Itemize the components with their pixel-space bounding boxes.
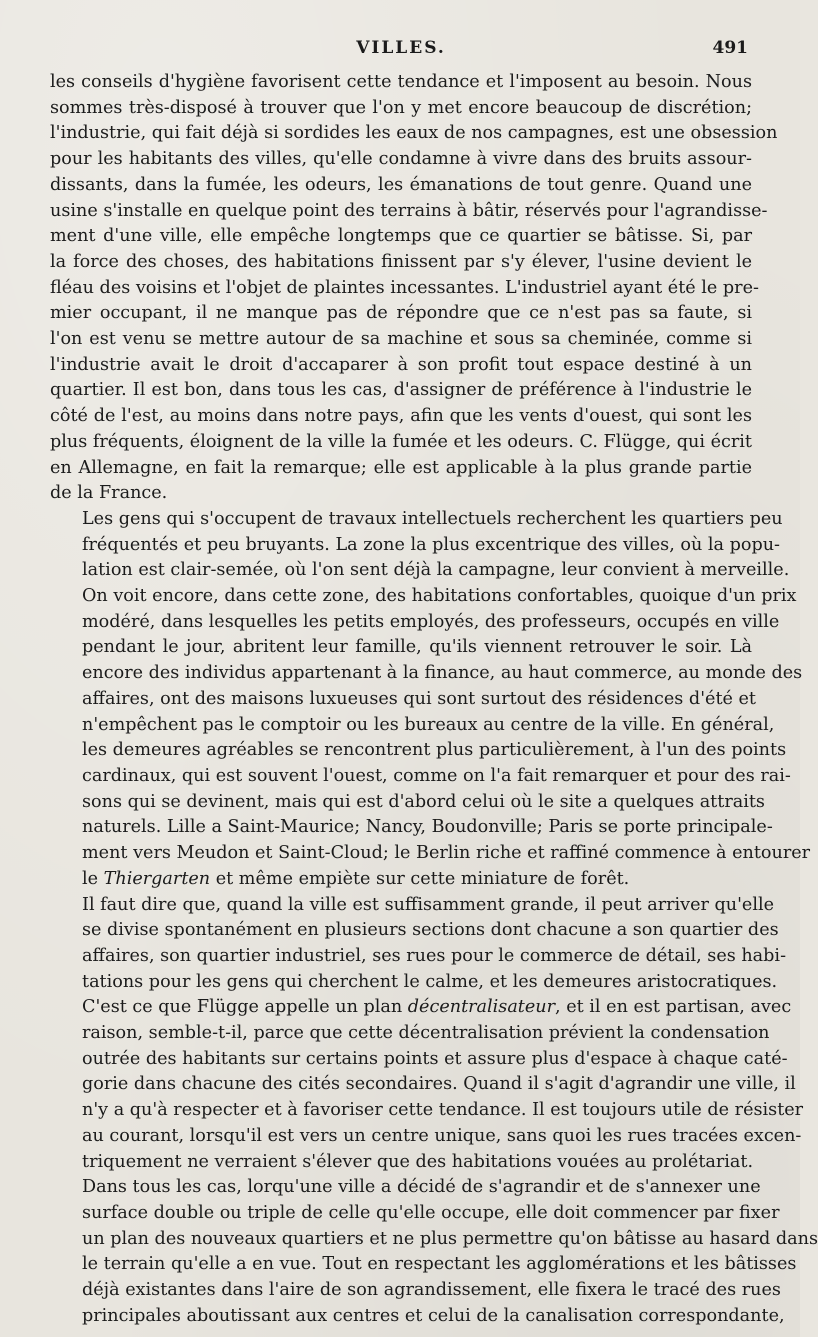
text-line: de la France. <box>50 483 168 504</box>
paragraph <box>50 893 804 1176</box>
text-line: naturels. Lille a Saint-Maurice; Nancy, Boudonville; Paris se porte principale- <box>82 817 773 838</box>
text-line: ment d'une ville, elle empêche longtemps que ce quartier se bâtisse. Si, par <box>50 226 752 247</box>
text-line: le Thiergarten et même empiète sur cette miniature de forêt. <box>82 868 630 889</box>
text-line: modéré, dans lesquelles les petits employés, des professeurs, occupés en ville <box>82 611 780 632</box>
text-line: Il faut dire que, quand la ville est suffisamment grande, il peut arriver qu'elle <box>82 894 775 915</box>
text-line: principales aboutissant aux centres et celui de la canalisation correspondante, <box>82 1305 785 1326</box>
text-line: l'on est venu se mettre autour de sa machine et sous sa cheminée, comme si <box>50 329 752 350</box>
paragraph <box>50 507 811 893</box>
text-line: se divise spontanément en plusieurs sections dont chacune a son quartier des <box>82 920 779 941</box>
text-line: le terrain qu'elle a en vue. Tout en respectant les agglomérations et les bâtisses <box>82 1254 797 1275</box>
text-line: Dans tous les cas, lorqu'une ville a décidé de s'agrandir et de s'annexer une <box>82 1177 761 1198</box>
text-line: les conseils d'hygiène favorisent cette tendance et l'imposent au besoin. Nous <box>50 72 752 92</box>
text-line: quartier. Il est bon, dans tous les cas, d'assigner de préférence à l'industrie le <box>50 380 752 401</box>
text-line: ment vers Meudon et Saint-Cloud; le Berlin riche et raffiné commence à entourer <box>82 843 811 864</box>
text-line: outrée des habitants sur certains points et assure plus d'espace à chaque caté- <box>82 1048 788 1069</box>
text-line: plus fréquents, éloignent de la ville la fumée et les odeurs. C. Flügge, qui écrit <box>50 431 752 452</box>
text-line: au courant, lorsqu'il est vers un centre unique, sans quoi les rues tracées excen- <box>82 1125 802 1146</box>
text-line: C'est ce que Flügge appelle un plan décentralisateur, et il en est partisan, avec <box>82 997 792 1018</box>
paragraph <box>50 70 778 507</box>
text-line: gorie dans chacune des cités secondaires. Quand il s'agit d'agrandir une ville, il <box>82 1074 796 1095</box>
text-line: mier occupant, il ne manque pas de répondre que ce n'est pas sa faute, si <box>50 303 752 324</box>
text-line: la force des choses, des habitations finissent par s'y élever, l'usine devient le <box>50 251 752 272</box>
text-line: dissants, dans la fumée, les odeurs, les émanations de tout genre. Quand une <box>50 174 752 195</box>
text-line: affaires, son quartier industriel, ses rues pour le commerce de détail, ses habi- <box>82 945 787 966</box>
page-number: 491 <box>712 38 748 58</box>
text-line: lation est clair-semée, où l'on sent déjà la campagne, leur convient à merveille. <box>82 560 790 581</box>
running-head: VILLES. <box>356 38 446 58</box>
body-text <box>50 70 818 1329</box>
text-line: affaires, ont des maisons luxueuses qui sont surtout des résidences d'été et <box>82 688 757 709</box>
text-line: surface double ou triple de celle qu'elle occupe, elle doit commencer par fixer <box>82 1202 780 1223</box>
text-line: n'y a qu'à respecter et à favoriser cette tendance. Il est toujours utile de résister <box>82 1100 804 1121</box>
text-line: l'industrie avait le droit d'accaparer à son profit tout espace destiné à un <box>50 354 752 375</box>
text-line: usine s'installe en quelque point des terrains à bâtir, réservés pour l'agrandisse- <box>50 200 768 221</box>
text-line: pendant le jour, abritent leur famille, qu'ils viennent retrouver le soir. Là <box>82 637 752 658</box>
page-header <box>50 34 752 70</box>
text-line: l'industrie, qui fait déjà si sordides les eaux de nos campagnes, est une obsession <box>50 123 778 144</box>
text-line: fréquentés et peu bruyants. La zone la plus excentrique des villes, où la popu- <box>82 534 781 555</box>
text-line: déjà existantes dans l'aire de son agrandissement, elle fixera le tracé des rues <box>82 1280 781 1301</box>
text-line: sons qui se devinent, mais qui est d'abord celui où le site a quelques attraits <box>82 791 765 812</box>
text-line: encore des individus appartenant à la finance, au haut commerce, au monde des <box>82 663 803 684</box>
text-line: n'empêchent pas le comptoir ou les bureaux au centre de la ville. En général, <box>82 714 775 735</box>
text-line: On voit encore, dans cette zone, des habitations confortables, quoique d'un prix <box>82 586 797 607</box>
text-line: triquement ne verraient s'élever que des habitations vouées au prolétariat. <box>82 1151 754 1172</box>
text-line: cardinaux, qui est souvent l'ouest, comme on l'a fait remarquer et pour des rai- <box>82 765 791 786</box>
text-line: pour les habitants des villes, qu'elle condamne à vivre dans des bruits assour- <box>50 149 752 170</box>
text-line: un plan des nouveaux quartiers et ne plus permettre qu'on bâtisse au hasard dans <box>82 1228 818 1249</box>
text-line: en Allemagne, en fait la remarque; elle est applicable à la plus grande partie <box>50 457 752 478</box>
text-line: Les gens qui s'occupent de travaux intellectuels recherchent les quartiers peu <box>82 508 783 529</box>
text-line: sommes très-disposé à trouver que l'on y met encore beaucoup de discrétion; <box>50 97 752 118</box>
text-line: raison, semble-t-il, parce que cette décentralisation prévient la condensation <box>82 1023 770 1044</box>
text-line: tations pour les gens qui cherchent le calme, et les demeures aristocratiques. <box>82 971 778 992</box>
paragraph <box>50 1175 818 1329</box>
text-line: côté de l'est, au moins dans notre pays, afin que les vents d'ouest, qui sont les <box>50 406 752 427</box>
text-line: les demeures agréables se rencontrent plus particulièrement, à l'un des points <box>82 740 787 761</box>
text-line: fléau des voisins et l'objet de plaintes incessantes. L'industriel ayant été le pre- <box>50 277 759 298</box>
